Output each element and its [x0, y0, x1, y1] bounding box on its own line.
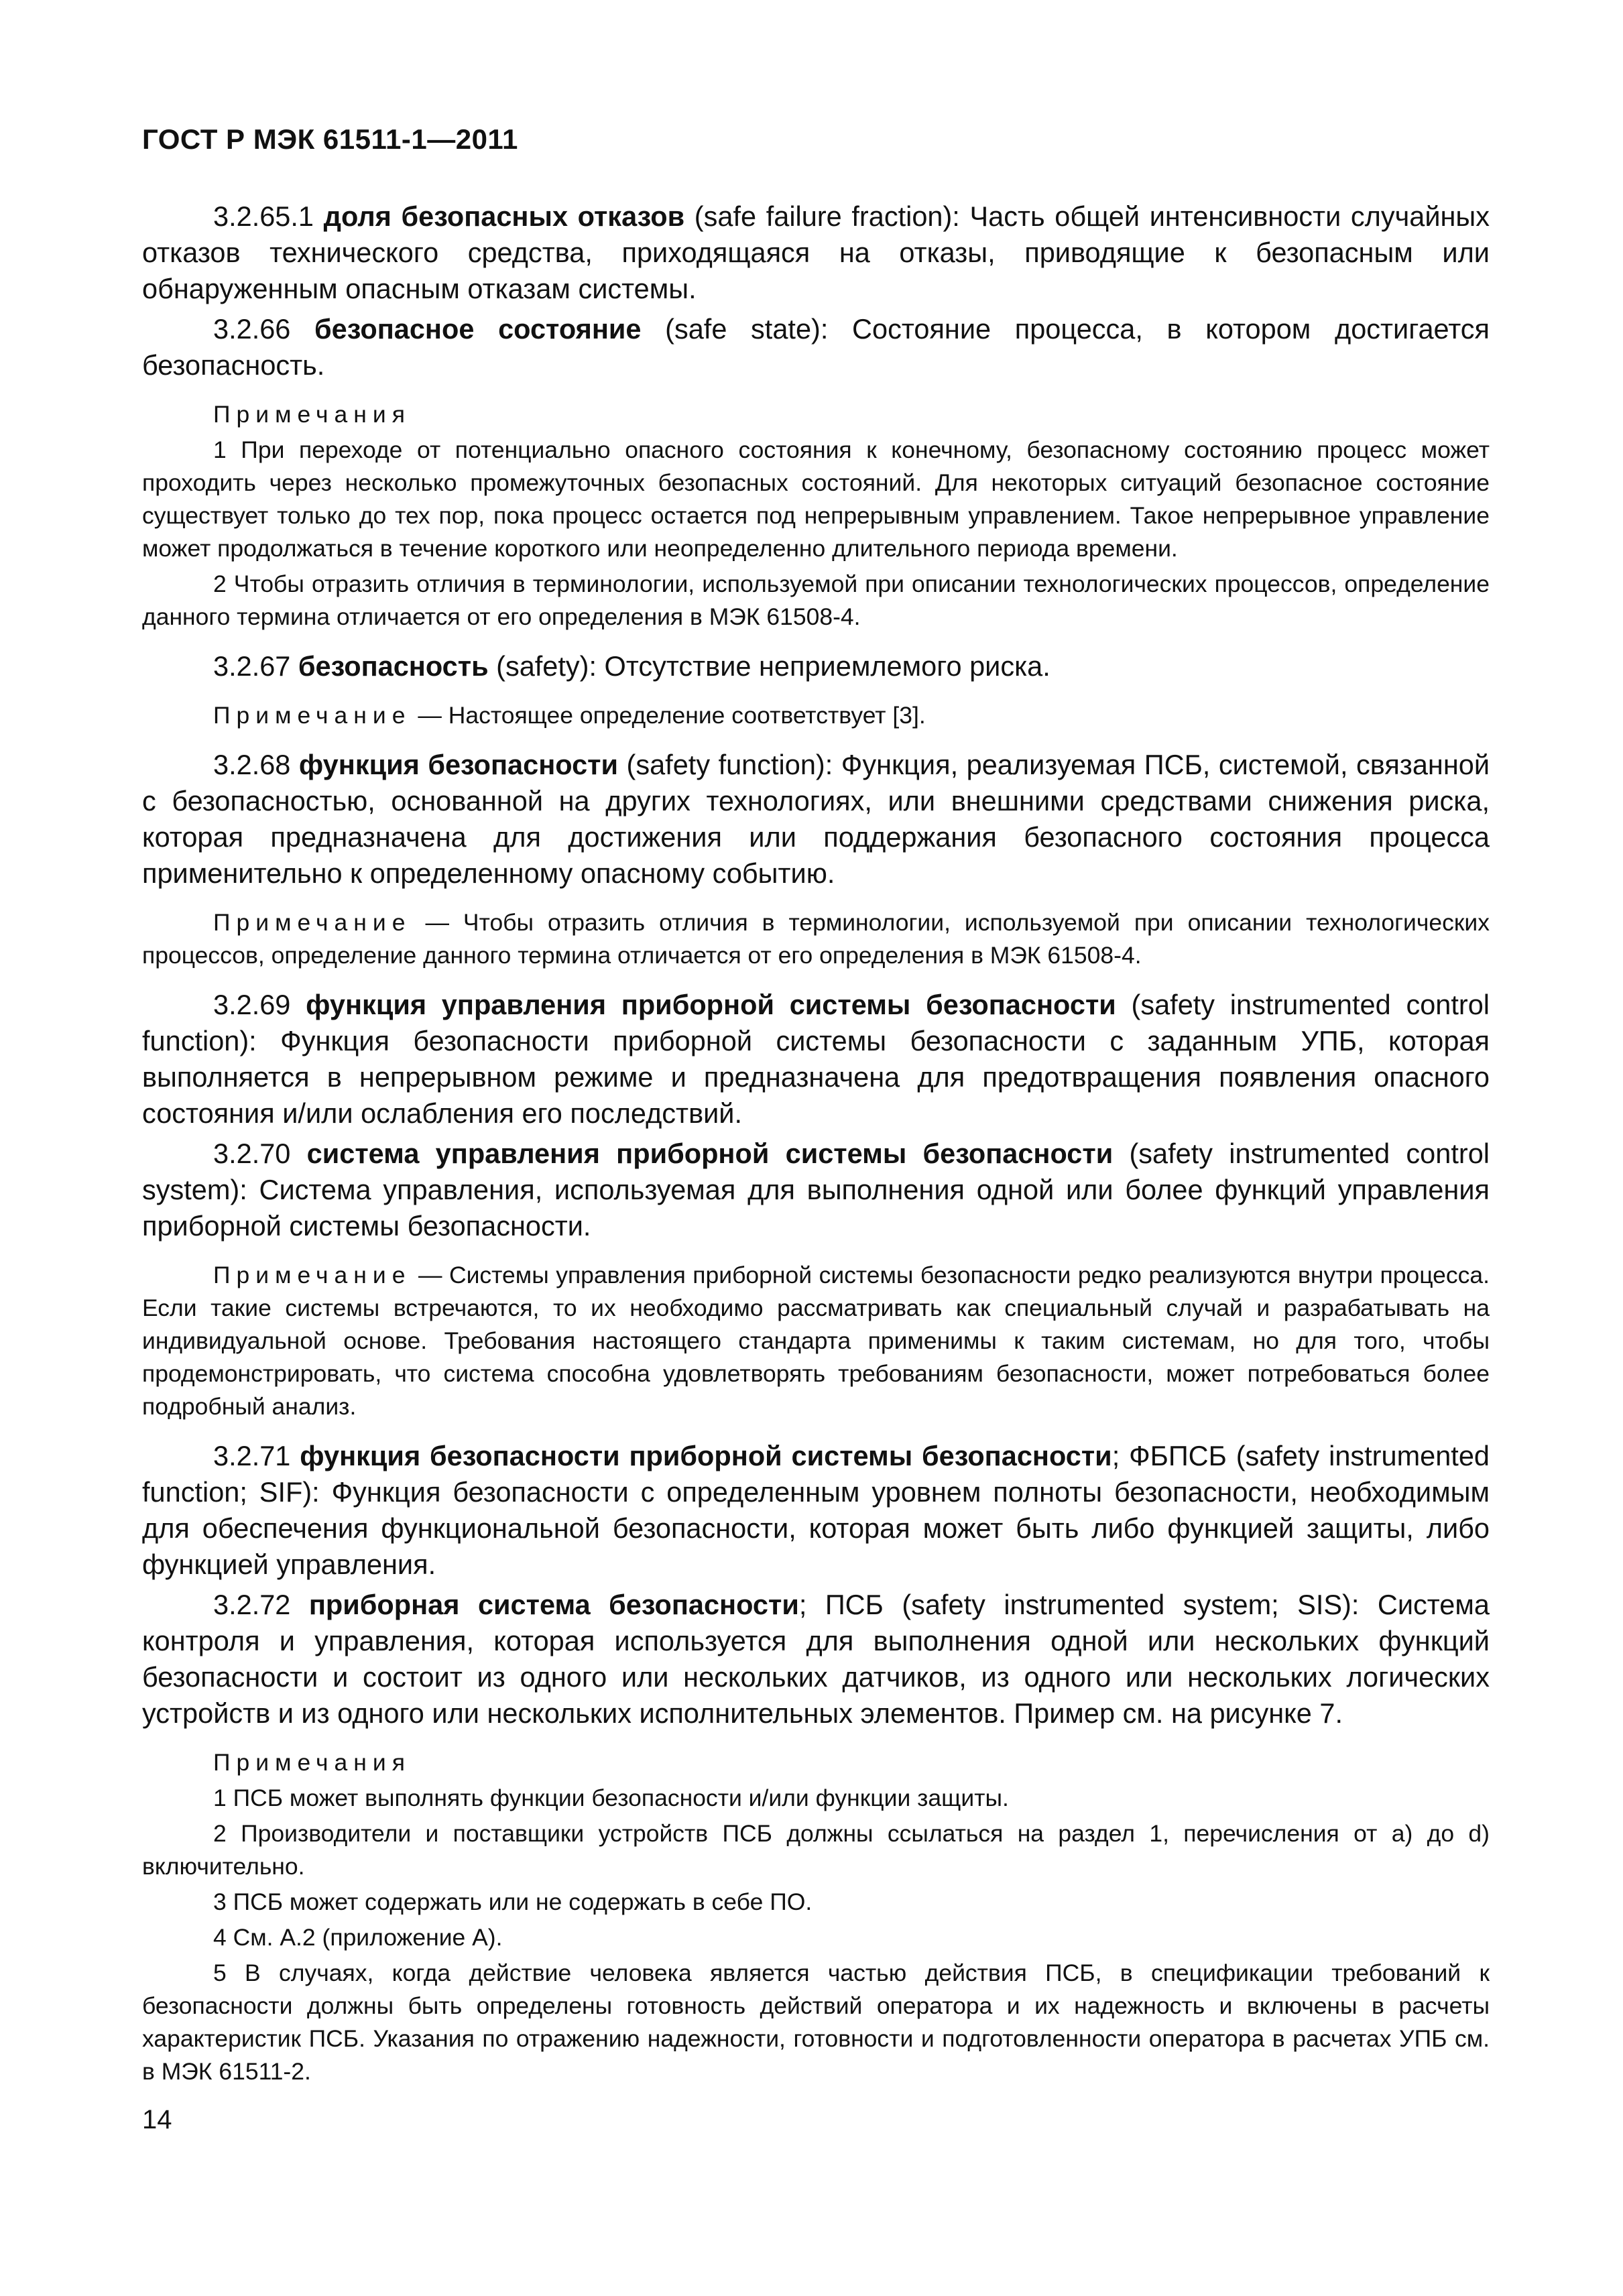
- term-name: функция безопасности приборной системы безопасности: [300, 1440, 1112, 1471]
- term-definition: (safety function): Функция, реализуемая ПСБ, системой, связанной с безопасностью, основанной на других технологиях, или внешними средствами снижения риска, которая предназначена для достижения или поддержания безопасного состояния процесса применительно к определенному опасному событию.: [142, 749, 1490, 889]
- term-number: 3.2.65.1: [213, 200, 314, 232]
- term-3-2-67: [142, 648, 1490, 684]
- term-name: безопасность: [298, 650, 489, 682]
- term-3-2-71: [142, 1438, 1490, 1583]
- page-content: [142, 198, 1490, 2103]
- document-header: ГОСТ Р МЭК 61511-1—2011: [142, 123, 518, 155]
- note-heading: Примечание: [213, 1262, 412, 1288]
- term-name: функция безопасности: [298, 749, 619, 780]
- note-item: 2 Чтобы отразить отличия в терминологии, используемой при описании технологических процессов, определение данного термина отличается от его определения в МЭК 61508-4.: [142, 570, 1490, 630]
- term-number: 3.2.71: [213, 1440, 291, 1471]
- term-definition: (safety): Отсутствие неприемлемого риска.: [488, 650, 1050, 682]
- term-3-2-69: [142, 987, 1490, 1132]
- note-3-2-67: [142, 699, 1490, 732]
- term-number: 3.2.67: [213, 650, 291, 682]
- notes-heading: Примечания: [213, 1749, 411, 1776]
- term-definition: ; ФБПСБ (safety instrumented function; SIF): Функция безопасности с определенным уровнем полноты безопасности, необходимым для обеспечения функциональной безопасности, которая может быть либо функцией защиты, либо функцией управления.: [142, 1440, 1490, 1580]
- note-item: Примечание — Чтобы отразить отличия в терминологии, используемой при описании технологических процессов, определение данного термина отличается от его определения в МЭК 61508-4.: [142, 909, 1490, 969]
- term-definition: ; ПСБ (safety instrumented system; SIS): Система контроля и управления, которая используется для выполнения одной или нескольких функций безопасности и состоит из одного или нескольких датчиков, из одного или нескольких логических устройств и из одного или нескольких исполнительных элементов. Пример см. на рисунке 7.: [142, 1589, 1490, 1729]
- page-number: 14: [142, 2105, 172, 2134]
- notes-3-2-66: [142, 398, 1490, 633]
- note-item: 1 ПСБ может выполнять функции безопасности и/или функции защиты.: [213, 1785, 1009, 1811]
- term-3-2-65-1: [142, 198, 1490, 307]
- term-definition: (safety instrumented control function): Функция безопасности приборной системы безопасности с заданным УПБ, которая выполняется в непрерывном режиме и предназначена для предотвращения появления опасного состояния и/или ослабления его последствий.: [142, 989, 1490, 1129]
- term-3-2-68: [142, 747, 1490, 892]
- term-number: 3.2.68: [213, 749, 291, 780]
- term-number: 3.2.70: [213, 1138, 291, 1169]
- term-3-2-72: [142, 1587, 1490, 1732]
- note-item: 4 См. А.2 (приложение А).: [213, 1924, 503, 1951]
- term-definition: (safe failure fraction): Часть общей интенсивности случайных отказов технического средства, приходящаяся на отказы, приводящие к безопасным или обнаруженным опасным отказам системы.: [142, 200, 1490, 304]
- notes-3-2-72: [142, 1746, 1490, 2088]
- term-name: система управления приборной системы безопасности: [306, 1138, 1114, 1169]
- term-name: доля безопасных отказов: [323, 200, 685, 232]
- term-3-2-66: [142, 311, 1490, 383]
- note-item: Примечание — Системы управления приборной системы безопасности редко реализуются внутри процесса. Если такие системы встречаются, то их необходимо рассматривать как специальный случай и разрабатывать на индивидуальной основе. Требования настоящего стандарта применимы к таким системам, но для того, чтобы продемонстрировать, что система способна удовлетворять требованиям безопасности, может потребоваться более подробный анализ.: [142, 1262, 1490, 1420]
- note-item: 3 ПСБ может содержать или не содержать в себе ПО.: [213, 1888, 813, 1915]
- term-number: 3.2.72: [213, 1589, 291, 1620]
- note-item: Примечание — Настоящее определение соответствует [3].: [213, 702, 926, 729]
- notes-heading: Примечания: [213, 401, 411, 428]
- note-heading: Примечание: [213, 702, 412, 729]
- note-heading: Примечание: [213, 909, 412, 936]
- term-3-2-70: [142, 1136, 1490, 1244]
- term-name: безопасное состояние: [314, 313, 642, 345]
- term-definition: (safe state): Состояние процесса, в котором достигается безопасность.: [142, 313, 1490, 381]
- note-item: 5 В случаях, когда действие человека является частью действия ПСБ, в спецификации требований к безопасности должны быть определены готовность действий оператора и их надежность и включены в расчеты характеристик ПСБ. Указания по отражению надежности, готовности и подготовленности оператора в расчетах УПБ см. в МЭК 61511-2.: [142, 1959, 1490, 2085]
- term-name: функция управления приборной системы безопасности: [306, 989, 1116, 1020]
- term-number: 3.2.66: [213, 313, 291, 345]
- term-definition: (safety instrumented control system): Система управления, используемая для выполнения одной или более функций управления приборной системы безопасности.: [142, 1138, 1490, 1242]
- term-name: приборная система безопасности: [308, 1589, 799, 1620]
- note-3-2-70: [142, 1259, 1490, 1423]
- note-3-2-68: [142, 906, 1490, 972]
- note-item: 1 При переходе от потенциально опасного состояния к конечному, безопасному состоянию процесс может проходить через несколько промежуточных безопасных состояний. Для некоторых ситуаций безопасное состояние существует только до тех пор, пока процесс остается под непрерывным управлением. Такое непрерывное управление может продолжаться в течение короткого или неопределенно длительного периода времени.: [142, 436, 1490, 562]
- note-item: 2 Производители и поставщики устройств ПСБ должны ссылаться на раздел 1, перечисления от а) до d) включительно.: [142, 1820, 1490, 1880]
- term-number: 3.2.69: [213, 989, 291, 1020]
